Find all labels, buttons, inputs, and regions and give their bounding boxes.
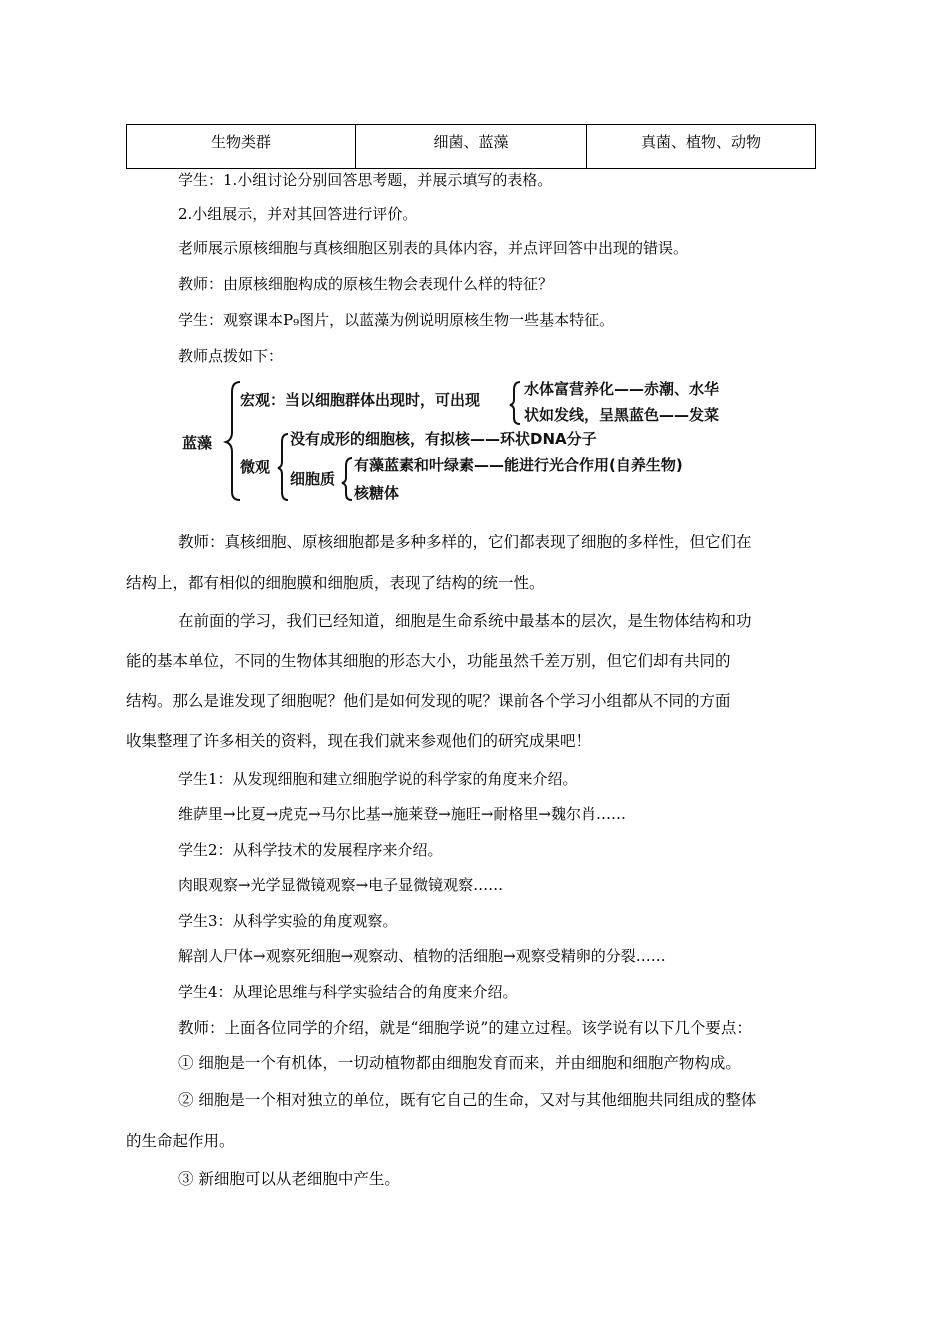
micro-brace: [278, 434, 288, 500]
paragraph: 结构。那么是谁发现了细胞呢？他们是如何发现的呢？课前各个学习小组都从不同的方面: [126, 692, 731, 710]
root-label: 蓝藻: [182, 434, 213, 452]
cytoplasm-brace: [342, 458, 352, 500]
paragraph: 学生：1.小组讨论分别回答思考题，并展示填写的表格。: [178, 171, 553, 189]
cytoplasm-item: 核糖体: [354, 484, 400, 502]
cytoplasm-label: 细胞质: [290, 470, 336, 488]
paragraph: 在前面的学习，我们已经知道，细胞是生命系统中最基本的层次，是生物体结构和功: [178, 612, 752, 630]
paragraph: 学生：观察课本P₉图片，以蓝藻为例说明原核生物一些基本特征。: [178, 311, 615, 329]
paragraph: ① 细胞是一个有机体，一切动植物都由细胞发育而来，并由细胞和细胞产物构成。: [178, 1054, 741, 1072]
paragraph: 教师点拨如下：: [178, 347, 284, 365]
micro-item: 没有成形的细胞核，有拟核——环状DNA分子: [290, 430, 597, 448]
paragraph: 的生命起作用。: [126, 1132, 235, 1150]
cyanobacteria-diagram: [180, 378, 760, 504]
paragraph: 学生3：从科学实验的角度观察。: [178, 912, 398, 930]
paragraph: 肉眼观察→光学显微镜观察→电子显微镜观察……: [178, 876, 504, 894]
micro-label: 微观: [240, 458, 271, 476]
table-row: [127, 125, 816, 169]
paragraph: 教师：由原核细胞构成的原核生物会表现什么样的特征？: [178, 275, 554, 293]
paragraph: 结构上，都有相似的细胞膜和细胞质，表现了结构的统一性。: [126, 574, 545, 592]
paragraph: 教师：上面各位同学的介绍，就是“细胞学说”的建立过程。该学说有以下几个要点：: [178, 1019, 752, 1037]
paragraph: 学生1：从发现细胞和建立细胞学说的科学家的角度来介绍。: [178, 770, 578, 788]
macro-item: 水体富营养化——赤潮、水华: [524, 380, 720, 398]
paragraph: 教师：真核细胞、原核细胞都是多种多样的，它们都表现了细胞的多样性，但它们在: [178, 533, 752, 551]
paragraph: 学生2：从科学技术的发展程序来介绍。: [178, 841, 443, 859]
paragraph: 老师展示原核细胞与真核细胞区别表的具体内容，并点评回答中出现的错误。: [178, 239, 689, 257]
organism-table: [126, 124, 816, 169]
paragraph: 2.小组展示，并对其回答进行评价。: [178, 205, 418, 223]
main-brace: [226, 382, 240, 500]
paragraph: ③ 新细胞可以从老细胞中产生。: [178, 1170, 400, 1188]
paragraph: ② 细胞是一个相对独立的单位，既有它自己的生命，又对与其他细胞共同组成的整体: [178, 1091, 757, 1109]
paragraph: 解剖人尸体→观察死细胞→观察动、植物的活细胞→观察受精卵的分裂……: [178, 947, 666, 965]
paragraph: 学生4：从理论思维与科学实验结合的角度来介绍。: [178, 983, 518, 1001]
cytoplasm-item: 有藻蓝素和叶绿素——能进行光合作用(自养生物): [354, 456, 683, 474]
macro-brace: [510, 382, 520, 424]
paragraph: 能的基本单位，不同的生物体其细胞的形态大小，功能虽然千差万别，但它们却有共同的: [126, 652, 731, 670]
paragraph: 维萨里→比夏→虎克→马尔比基→施莱登→施旺→耐格里→魏尔肖……: [178, 805, 626, 823]
paragraph: 收集整理了许多相关的资料，现在我们就来参观他们的研究成果吧！: [126, 732, 592, 750]
macro-item: 状如发线，呈黑蓝色——发菜: [524, 406, 720, 424]
table-cell: 真菌、植物、动物: [587, 125, 816, 169]
macro-label: 宏观：当以细胞群体出现时，可出现: [240, 391, 481, 409]
table-cell: 细菌、蓝藻: [356, 125, 587, 169]
table-cell: 生物类群: [127, 125, 356, 169]
